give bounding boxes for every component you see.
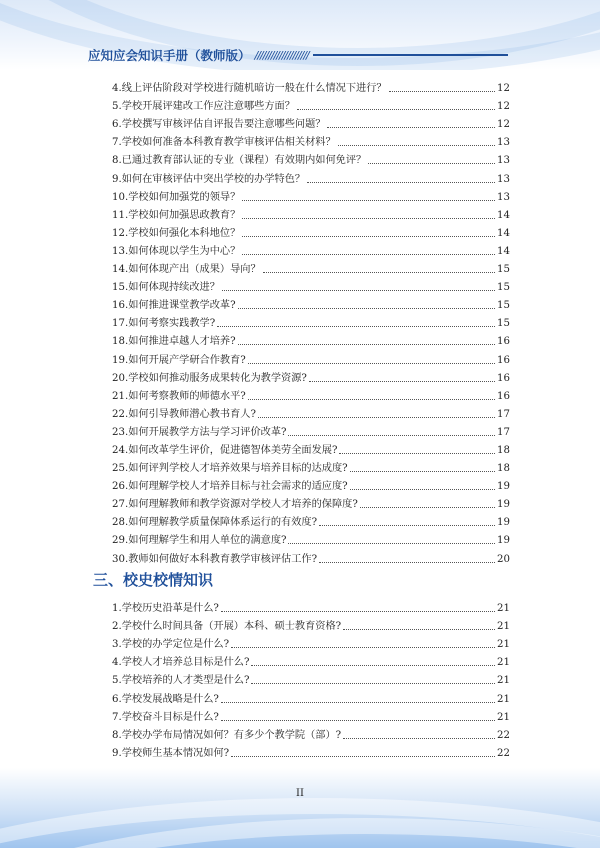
toc-dot-leader (242, 200, 495, 201)
toc-entry-title: 17.如何考察实践教学? (112, 318, 216, 330)
toc-entry[interactable] (112, 95, 510, 113)
toc-entry[interactable] (112, 742, 510, 760)
toc-dot-leader (231, 756, 495, 757)
toc-dot-leader (242, 254, 495, 255)
toc-entry-page: 21 (497, 639, 510, 651)
toc-entry[interactable] (112, 687, 510, 705)
toc-entry-page: 12 (497, 101, 510, 113)
toc-entry[interactable] (112, 439, 510, 457)
toc-section-2 (112, 77, 510, 566)
toc-entry-page: 13 (497, 155, 510, 167)
toc-entry-page: 21 (497, 603, 510, 615)
toc-entry-title: 15.如何体现持续改进？ (112, 282, 220, 294)
toc-entry-page: 16 (497, 372, 510, 384)
toc-entry-page: 19 (497, 499, 510, 511)
toc-dot-leader (338, 145, 495, 146)
toc-entry-title: 3.学校的办学定位是什么? (112, 639, 230, 651)
toc-entry[interactable] (112, 131, 510, 149)
header-title: 应知应会知识手册（教师版） (88, 48, 251, 63)
toc-entry-page: 13 (497, 137, 510, 149)
toc-dot-leader (238, 308, 495, 309)
toc-dot-leader (288, 435, 495, 436)
toc-entry[interactable] (112, 330, 510, 348)
toc-entry-title: 11.学校如何加强思政教育？ (112, 209, 241, 221)
toc-entry-title: 14.如何体现产出（成果）导向？ (112, 264, 261, 276)
toc-entry-page: 14 (497, 245, 510, 257)
toc-dot-leader (248, 399, 495, 400)
toc-entry[interactable] (112, 222, 510, 240)
toc-entry-page: 18 (497, 463, 510, 475)
toc-entry-title: 13.如何体现以学生为中心？ (112, 245, 241, 257)
toc-entry-title: 9.如何在审核评估中突出学校的办学特色？ (112, 173, 306, 185)
toc-entry-page: 19 (497, 535, 510, 547)
toc-entry-page: 21 (497, 711, 510, 723)
toc-entry-title: 24.如何改革学生评价，促进德智体美劳全面发展? (112, 444, 338, 456)
toc-entry[interactable] (112, 204, 510, 222)
toc-entry[interactable] (112, 421, 510, 439)
toc-entry[interactable] (112, 276, 510, 294)
toc-entry-title: 16.如何推进课堂教学改革? (112, 300, 236, 312)
toc-dot-leader (343, 629, 495, 630)
toc-dot-leader (343, 738, 495, 739)
toc-dot-leader (307, 182, 495, 183)
toc-entry-page: 14 (497, 227, 510, 239)
toc-entry-title: 29.如何理解学生和用人单位的满意度? (112, 535, 287, 547)
toc-entry-page: 18 (497, 444, 510, 456)
toc-dot-leader (319, 562, 495, 563)
toc-entry[interactable] (112, 149, 510, 167)
toc-dot-leader (368, 163, 495, 164)
toc-dot-leader (350, 489, 495, 490)
toc-entry-title: 10.学校如何加强党的领导？ (112, 191, 241, 203)
toc-entry-page: 12 (497, 119, 510, 131)
header-rule (313, 54, 508, 56)
toc-entry-title: 27.如何理解教师和教学资源对学校人才培养的保障度? (112, 499, 358, 511)
toc-entry-title: 26.如何理解学校人才培养目标与社会需求的适应度? (112, 481, 348, 493)
toc-dot-leader (221, 702, 495, 703)
toc-entry-title: 30.教师如何做好本科教育教学审核评估工作? (112, 553, 318, 565)
toc-entry-page: 17 (497, 408, 510, 420)
toc-entry-title: 8.学校办学布局情况如何？有多少个教学院（部）? (112, 729, 342, 741)
toc-entry-page: 17 (497, 426, 510, 438)
toc-entry[interactable] (112, 367, 510, 385)
toc-entry[interactable] (112, 294, 510, 312)
toc-dot-leader (217, 326, 495, 327)
toc-dot-leader (242, 236, 495, 237)
toc-entry-page: 12 (497, 83, 510, 95)
toc-entry-page: 14 (497, 209, 510, 221)
toc-entry-title: 5.学校培养的人才类型是什么? (112, 675, 250, 687)
toc-entry-page: 16 (497, 336, 510, 348)
toc-entry-title: 6.学校发展战略是什么? (112, 693, 219, 705)
toc-entry-title: 2.学校什么时间具备（开展）本科、硕士教育资格? (112, 621, 342, 633)
toc-entry[interactable] (112, 547, 510, 565)
page-header (88, 44, 508, 66)
toc-entry[interactable] (112, 258, 510, 276)
toc-entry-page: 15 (497, 282, 510, 294)
toc-entry-title: 12.学校如何强化本科地位？ (112, 227, 241, 239)
toc-entry[interactable] (112, 186, 510, 204)
toc-dot-leader (251, 683, 495, 684)
toc-dot-leader (389, 91, 495, 92)
toc-dot-leader (263, 272, 495, 273)
toc-entry-page: 21 (497, 621, 510, 633)
toc-entry[interactable] (112, 706, 510, 724)
header-slashes: //////////////////// (254, 48, 309, 62)
toc-dot-leader (221, 611, 495, 612)
toc-entry[interactable] (112, 167, 510, 185)
toc-entry-title: 5.学校开展评建改工作应注意哪些方面？ (112, 101, 295, 113)
toc-entry[interactable] (112, 457, 510, 475)
toc-entry-title: 8.已通过教育部认证的专业（课程）有效期内如何免评？ (112, 155, 367, 167)
toc-entry-page: 13 (497, 173, 510, 185)
toc-entry-title: 18.如何推进卓越人才培养? (112, 336, 236, 348)
toc-entry-title: 22.如何引导教师潜心教书育人? (112, 408, 256, 420)
toc-entry-page: 19 (497, 481, 510, 493)
toc-entry-title: 23.如何开展教学方法与学习评价改革? (112, 426, 287, 438)
toc-dot-leader (327, 127, 495, 128)
toc-entry-page: 16 (497, 390, 510, 402)
toc-entry[interactable] (112, 651, 510, 669)
toc-entry[interactable] (112, 475, 510, 493)
toc-entry-title: 20.学校如何推动服务成果转化为教学资源? (112, 372, 307, 384)
toc-entry-title: 4.线上评估阶段对学校进行随机暗访一般在什么情况下进行？ (112, 83, 387, 95)
toc-dot-leader (309, 381, 495, 382)
page-number: II (296, 788, 304, 799)
toc-entry[interactable] (112, 403, 510, 421)
toc-dot-leader (360, 507, 495, 508)
toc-dot-leader (222, 290, 495, 291)
bottom-background (0, 768, 600, 848)
toc-entry-title: 25.如何评判学校人才培养效果与培养目标的达成度? (112, 463, 348, 475)
toc-entry-page: 16 (497, 354, 510, 366)
toc-entry[interactable] (112, 77, 510, 95)
toc-dot-leader (297, 109, 495, 110)
toc-entry-page: 15 (497, 300, 510, 312)
toc-entry-title: 21.如何考察教师的师德水平? (112, 390, 246, 402)
toc-entry-page: 21 (497, 693, 510, 705)
toc-entry-title: 4.学校人才培养总目标是什么? (112, 657, 250, 669)
toc-entry-page: 20 (497, 553, 510, 565)
toc-entry-page: 15 (497, 318, 510, 330)
toc-dot-leader (288, 543, 495, 544)
toc-entry-title: 7.学校奋斗目标是什么? (112, 711, 219, 723)
toc-dot-leader (248, 363, 495, 364)
toc-entry[interactable] (112, 597, 510, 615)
toc-entry-title: 6.学校撰写审核评估自评报告要注意哪些问题？ (112, 119, 326, 131)
toc-entry[interactable] (112, 240, 510, 258)
toc-dot-leader (221, 720, 495, 721)
toc-entry-page: 22 (497, 747, 510, 759)
toc-dot-leader (238, 344, 495, 345)
toc-entry[interactable] (112, 633, 510, 651)
toc-entry[interactable] (112, 615, 510, 633)
toc-entry[interactable] (112, 312, 510, 330)
toc-dot-leader (319, 525, 495, 526)
toc-entry[interactable] (112, 493, 510, 511)
toc-entry[interactable] (112, 669, 510, 687)
toc-entry-page: 21 (497, 675, 510, 687)
toc-entry-page: 22 (497, 729, 510, 741)
toc-section-3 (112, 597, 510, 760)
toc-entry-title: 19.如何开展产学研合作教育? (112, 354, 246, 366)
toc-entry[interactable] (112, 511, 510, 529)
toc-entry-page: 19 (497, 517, 510, 529)
toc-entry[interactable] (112, 348, 510, 366)
toc-entry-title: 7.学校如何准备本科教育教学审核评估相关材料？ (112, 137, 336, 149)
toc-dot-leader (251, 665, 495, 666)
toc-entry-title: 9.学校师生基本情况如何? (112, 747, 230, 759)
toc-dot-leader (258, 417, 495, 418)
toc-entry-title: 28.如何理解教学质量保障体系运行的有效度? (112, 517, 318, 529)
toc-entry-title: 1.学校历史沿革是什么? (112, 603, 219, 615)
toc-entry-page: 21 (497, 657, 510, 669)
section-heading: 三、校史校情知识 (93, 571, 214, 589)
toc-dot-leader (339, 453, 495, 454)
toc-entry-page: 13 (497, 191, 510, 203)
toc-entry-page: 15 (497, 264, 510, 276)
toc-entry[interactable] (112, 529, 510, 547)
toc-entry[interactable] (112, 385, 510, 403)
toc-entry[interactable] (112, 113, 510, 131)
toc-entry[interactable] (112, 724, 510, 742)
toc-dot-leader (350, 471, 495, 472)
toc-dot-leader (231, 647, 495, 648)
toc-dot-leader (242, 218, 495, 219)
